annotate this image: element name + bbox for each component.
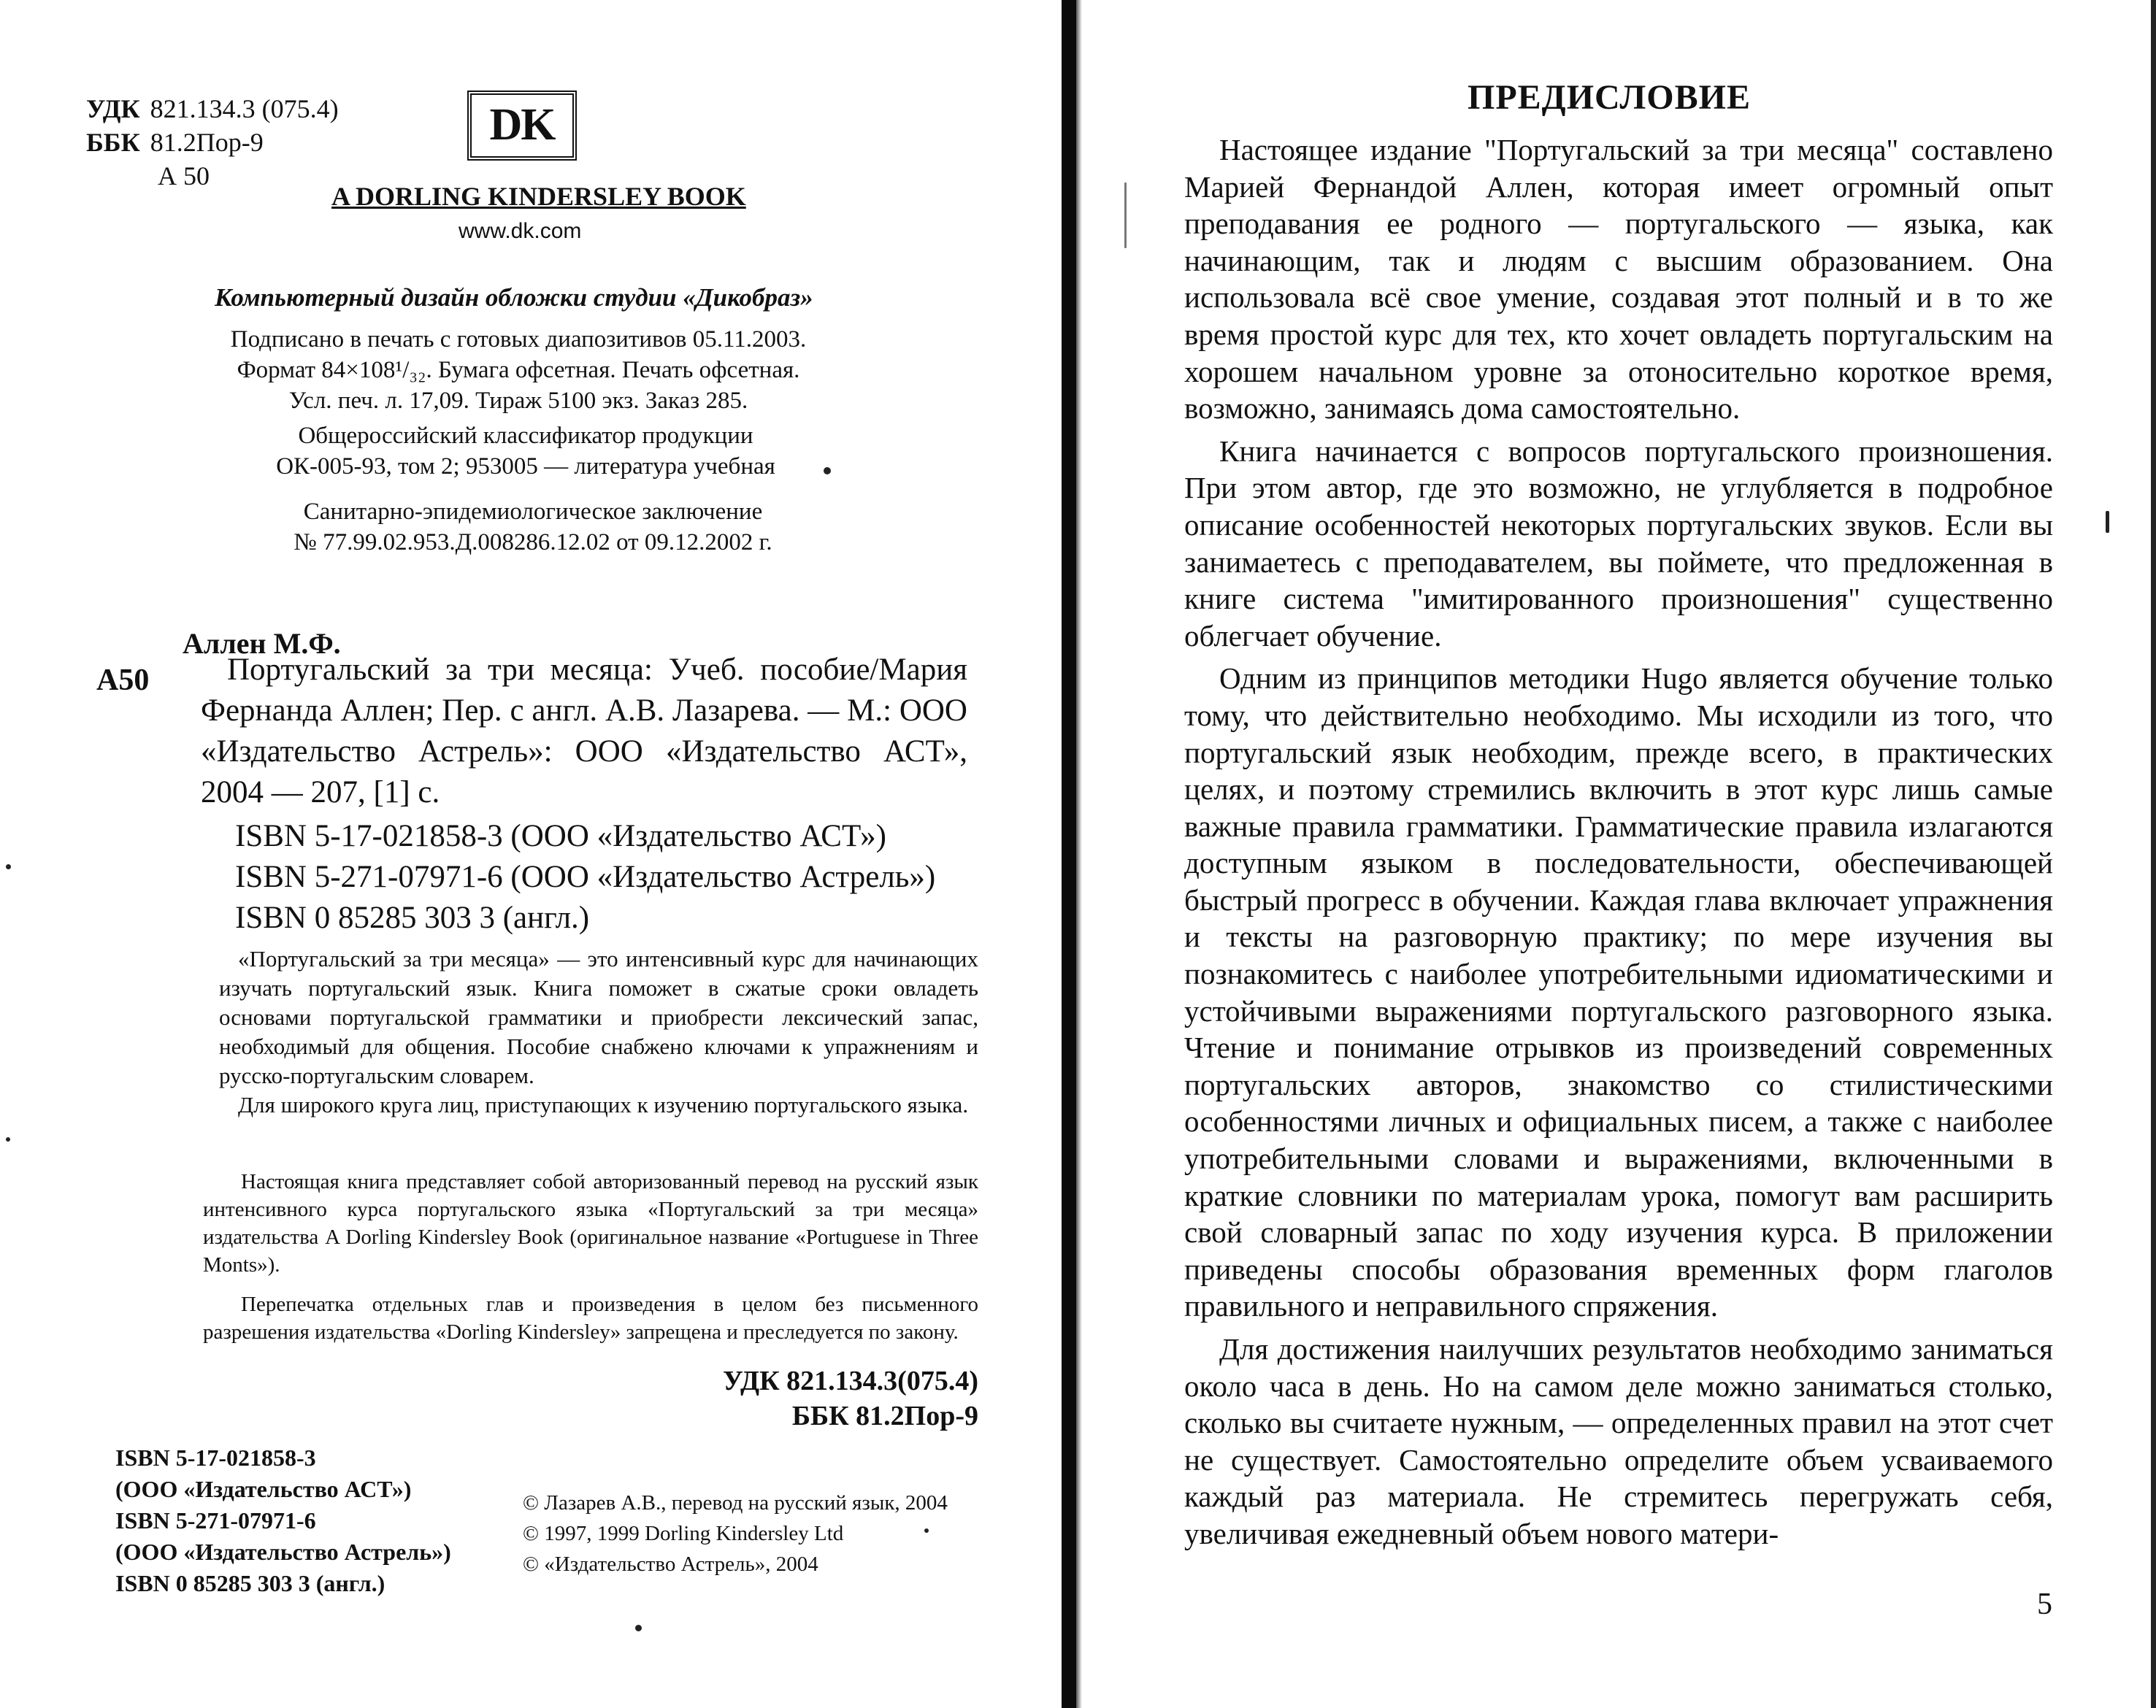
- preface-text: [1184, 131, 2053, 1558]
- udk-value: 821.134.3 (075.4): [150, 94, 339, 123]
- annotation-paragraph: «Португальский за три месяца» — это интенсивный курс для начинающих изучать португальский язык. Книга поможет в сжатые сроки овладеть основами португальской грамматики и приобрести лексический запас, необходимый для общения. Пособие снабжено ключами к упражнениям и русско-португальским словарем.: [219, 946, 978, 1088]
- imprint-page: [0, 0, 1066, 1708]
- print-info: [183, 324, 854, 416]
- preface-page: [1073, 0, 2156, 1708]
- bottom-isbn-line: (ООО «Издательство АСТ»): [115, 1476, 412, 1502]
- scan-speck: [924, 1528, 929, 1533]
- bbk-line: [86, 126, 264, 159]
- website: www.dk.com: [459, 219, 582, 243]
- copyright-line: © 1997, 1999 Dorling Kindersley Ltd: [523, 1522, 844, 1545]
- publisher-line: A DORLING KINDERSLEY BOOK: [331, 182, 746, 211]
- copyright-block: [523, 1488, 948, 1580]
- udk-label: УДК: [86, 94, 140, 123]
- bottom-isbn-line: ISBN 0 85285 303 3 (англ.): [115, 1570, 385, 1596]
- scan-speck: [635, 1625, 642, 1631]
- preface-paragraph: Настоящее издание "Португальский за три месяца" составлено Марией Фернандой Аллен, которая имеет огромный опыт преподавания ее родного — португальского — языка, как начинающим, так и людям с высшим образованием. Она использовала всё свое умение, создавая этот полный и в то же время простой курс для тех, кто хочет овладеть португальским на хорошем начальном уровне за отоносительно короткое время, возможно, занимаясь дома самостоятельно.: [1184, 133, 2053, 426]
- bottom-isbn-line: (ООО «Издательство Астрель»): [115, 1539, 451, 1565]
- preface-paragraph: Одним из принципов методики Hugo является обучение только тому, что действительно необходимо. Мы исходили из того, что португальский язык необходим, прежде всего, в практических целях, и поэтому стремились включить в этот курс лишь самые важные правила грамматики. Грамматические правила излагаются доступным языком в последовательности, обеспечивающей быстрый прогресс в обучении. Каждая глава включает упражнения и тексты на разговорную практику; по мере изучения вы познакомитесь с наиболее употребительными идиоматическими и устойчивыми выражениями португальского разговорного языка. Чтение и понимание отрывков из произведений современных португальских авторов, знакомство со стилистическими особенностями личных и официальных писем, а также с наиболее употребительными словами и выражениями, включенными в краткие словники по материалам урока, помогут вам расширить свой словарный запас по ходу изучения курса. В приложении приведены способы образования временных форм глаголов правильного и неправильного спряжения.: [1184, 661, 2053, 1323]
- annotation: [219, 945, 978, 1120]
- author-mark: А 50: [158, 161, 210, 191]
- sanitary-line: № 77.99.02.953.Д.008286.12.02 от 09.12.2002 г.: [294, 529, 772, 555]
- dk-logo: [467, 91, 577, 161]
- page-number: 5: [2037, 1588, 2052, 1621]
- classifier-line: ОК-005-93, том 2; 953005 — литература учебная: [276, 453, 775, 480]
- preface-paragraph: Для достижения наилучших результатов необходимо заниматься около часа в день. Но на самом деле можно заниматься столько, сколько вы считаете нужным, — определенных правил на этот счет не существует. Самостоятельно определите объем усваиваемого каждый раз материала. Не стремитесь перегружать себя, увеличивая ежедневный объем нового матери-: [1184, 1332, 2053, 1550]
- isbn-block: [235, 816, 935, 939]
- translation-note-paragraph: Настоящая книга представляет собой авторизованный перевод на русский язык интенсивного курса португальского языка «Португальский за три месяца» издательства A Dorling Kindersley Book (оригинальное название «Portuguese in Three Monts»).: [203, 1170, 978, 1277]
- scan-speck: [824, 467, 831, 474]
- isbn-line: ISBN 0 85285 303 3 (англ.): [235, 901, 590, 935]
- annotation-paragraph: Для широкого круга лиц, приступающих к изучению португальского языка.: [238, 1092, 969, 1117]
- page-edge: [2151, 0, 2156, 1708]
- print-info-line: Усл. печ. л. 17,09. Тираж 5100 экз. Заказ 285.: [288, 388, 748, 414]
- preface-paragraph: Книга начинается с вопросов португальского произношения. При этом автор, где это возможно, не углубляется в подробное описание особенностей некоторых португальских звуков. Если вы занимаетесь с преподавателем, вы поймете, что предложенная в книге система "имитированного произношения" существенно облегчает обучение.: [1184, 434, 2053, 653]
- print-info-line: Подписано в печать с готовых диапозитивов 05.11.2003.: [230, 326, 807, 353]
- bottom-isbn-line: ISBN 5-271-07971-6: [115, 1507, 316, 1534]
- sanitary-line: Санитарно-эпидемиологическое заключение: [303, 499, 763, 525]
- classifier-line: Общероссийский классификатор продукции: [298, 423, 753, 449]
- bottom-classification: [657, 1363, 978, 1434]
- dk-logo-text: DK: [489, 100, 555, 150]
- print-info-line: Формат 84×108¹/₃₂. Бумага офсетная. Печать офсетная.: [237, 357, 800, 383]
- cover-design-credit: Компьютерный дизайн обложки студии «Дикобраз»: [215, 283, 813, 312]
- sanitary-info: [241, 496, 825, 558]
- scan-speck: [6, 1137, 10, 1142]
- bottom-bbk: ББК 81.2Пор-9: [791, 1401, 978, 1431]
- isbn-line: ISBN 5-17-021858-3 (ООО «Издательство АСТ»): [235, 819, 886, 853]
- translation-note-paragraph: Перепечатка отдельных глав и произведения в целом без письменного разрешения издательства «Dorling Kindersley» запрещена и преследуется по закону.: [203, 1293, 978, 1344]
- bbk-value: 81.2Пор-9: [150, 128, 264, 157]
- copyright-line: © «Издательство Астрель», 2004: [523, 1553, 818, 1576]
- bbk-label: ББК: [86, 128, 140, 157]
- scan-speck: [2106, 511, 2109, 533]
- classifier-info: [219, 420, 832, 482]
- copyright-line: © Лазарев А.В., перевод на русский язык, 2004: [523, 1491, 948, 1515]
- scan-speck: [6, 864, 11, 869]
- translation-note: [203, 1168, 978, 1358]
- isbn-line: ISBN 5-271-07971-6 (ООО «Издательство Астрель»): [235, 860, 936, 894]
- udk-line: [86, 92, 339, 126]
- bib-code: А50: [96, 663, 150, 697]
- bibliographic-description: Португальский за три месяца: Учеб. пособие/Мария Фернанда Аллен; Пер. с англ. А.В. Лазарева. — М.: ООО «Издательство Астрель»: ООО «Издательство АСТ», 2004 — 207, [1] с.: [201, 653, 967, 809]
- bottom-isbn-list: [115, 1442, 451, 1599]
- page-title: ПРЕДИСЛОВИЕ: [1468, 78, 1751, 117]
- author-name: Аллен М.Ф.: [183, 627, 341, 660]
- bottom-isbn-line: ISBN 5-17-021858-3: [115, 1445, 316, 1471]
- scan-speck: [1124, 182, 1127, 248]
- bottom-udk: УДК 821.134.3(075.4): [722, 1366, 978, 1396]
